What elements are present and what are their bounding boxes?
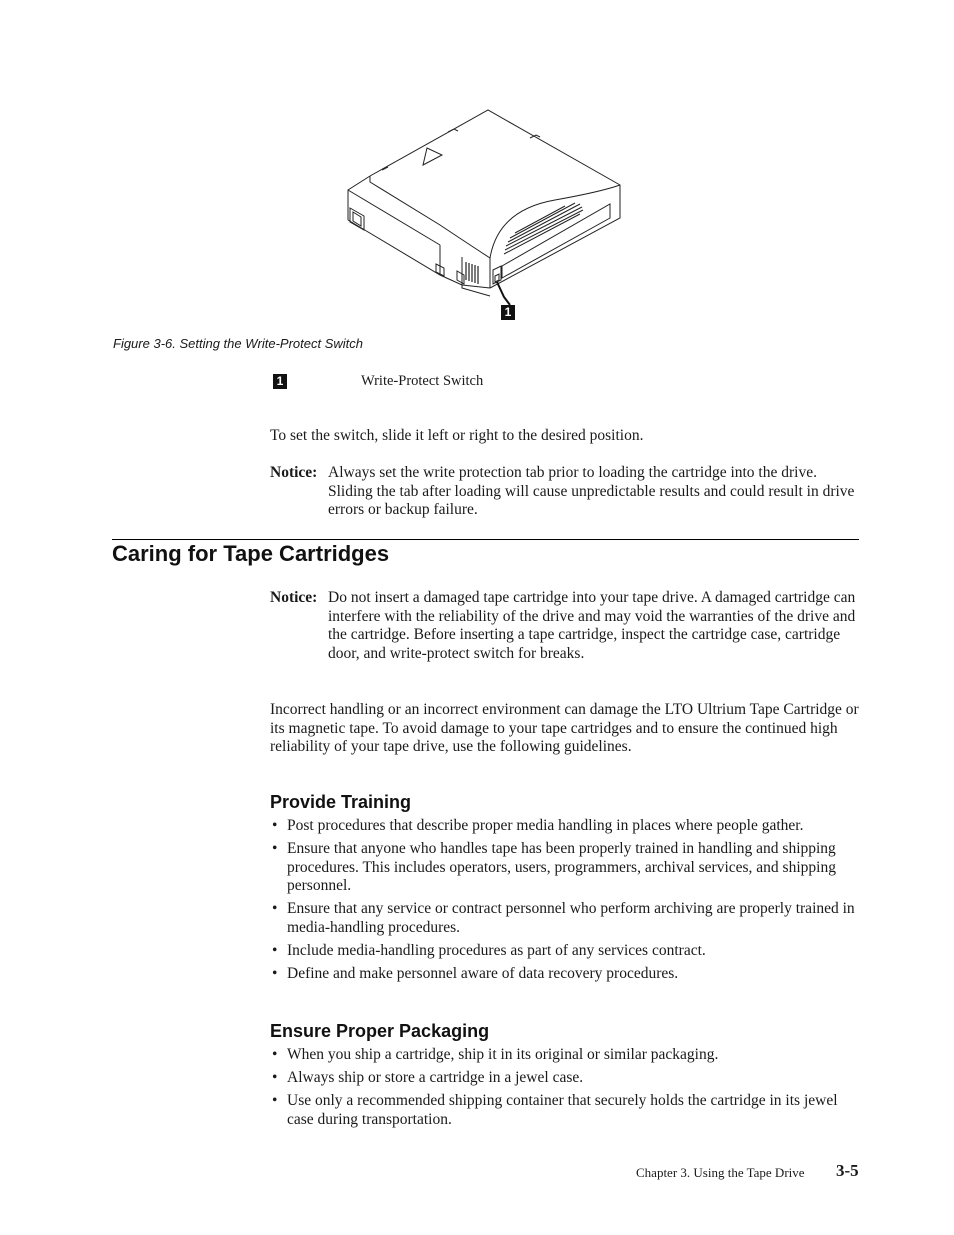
handling-paragraph: Incorrect handling or an incorrect environment can damage the LTO Ultrium Tape Cartridge or its magnetic tape. To avoid damage to your tape cartridges and to ensure the continued high reliability of your tape drive, use the following guidelines. xyxy=(270,701,859,756)
damaged-cartridge-notice xyxy=(270,589,860,663)
legend-text-1: Write-Protect Switch xyxy=(361,373,484,389)
list-item: • Ensure that anyone who handles tape has been properly trained in handling and shipping procedures. This includes operators, users, programmers, archival services, and shipping personnel. xyxy=(272,840,836,895)
figure-caption: Figure 3-6. Setting the Write-Protect Switch xyxy=(113,336,363,351)
footer-chapter: Chapter 3. Using the Tape Drive xyxy=(636,1165,805,1180)
notice-label: Notice: xyxy=(270,464,318,481)
notice-body: Always set the write protection tab prior to loading the cartridge into the drive. Sliding the tab after loading will cause unpredictable results and could result in drive errors or backup failure. xyxy=(328,464,855,519)
write-protect-notice xyxy=(270,464,860,520)
tape-cartridge-illustration xyxy=(330,100,630,330)
provide-training-heading: Provide Training xyxy=(270,792,412,812)
training-list xyxy=(270,817,860,988)
ensure-packaging-heading: Ensure Proper Packaging xyxy=(270,1021,490,1041)
packaging-list xyxy=(270,1046,860,1134)
list-item: • Use only a recommended shipping container that securely holds the cartridge in its jewel case during transportation. xyxy=(272,1092,838,1128)
list-item: • When you ship a cartridge, ship it in its original or similar packaging. xyxy=(272,1046,719,1063)
list-item: • Define and make personnel aware of data recovery procedures. xyxy=(272,965,679,983)
figure-callout-1: 1 xyxy=(501,305,515,320)
set-switch-paragraph: To set the switch, slide it left or right to the desired position. xyxy=(270,427,644,444)
legend-callout-1: 1 xyxy=(273,374,287,389)
section-title: Caring for Tape Cartridges xyxy=(112,541,390,566)
list-item: • Always ship or store a cartridge in a jewel case. xyxy=(272,1069,584,1087)
list-item: • Include media-handling procedures as part of any services contract. xyxy=(272,942,706,960)
page-number: 3-5 xyxy=(836,1161,859,1180)
list-item: • Post procedures that describe proper media handling in places where people gather. xyxy=(272,817,804,834)
notice-body: Do not insert a damaged tape cartridge into your tape drive. A damaged cartridge can interfere with the reliability of the drive and may void the warranties of the drive and the cartridge. Before inserting a tape cartridge, inspect the cartridge case, cartridge door, and write-protect switch for breaks. xyxy=(328,589,856,662)
notice-label: Notice: xyxy=(270,589,318,606)
list-item: • Ensure that any service or contract personnel who perform archiving are properly trained in media-handling procedures. xyxy=(272,900,855,936)
